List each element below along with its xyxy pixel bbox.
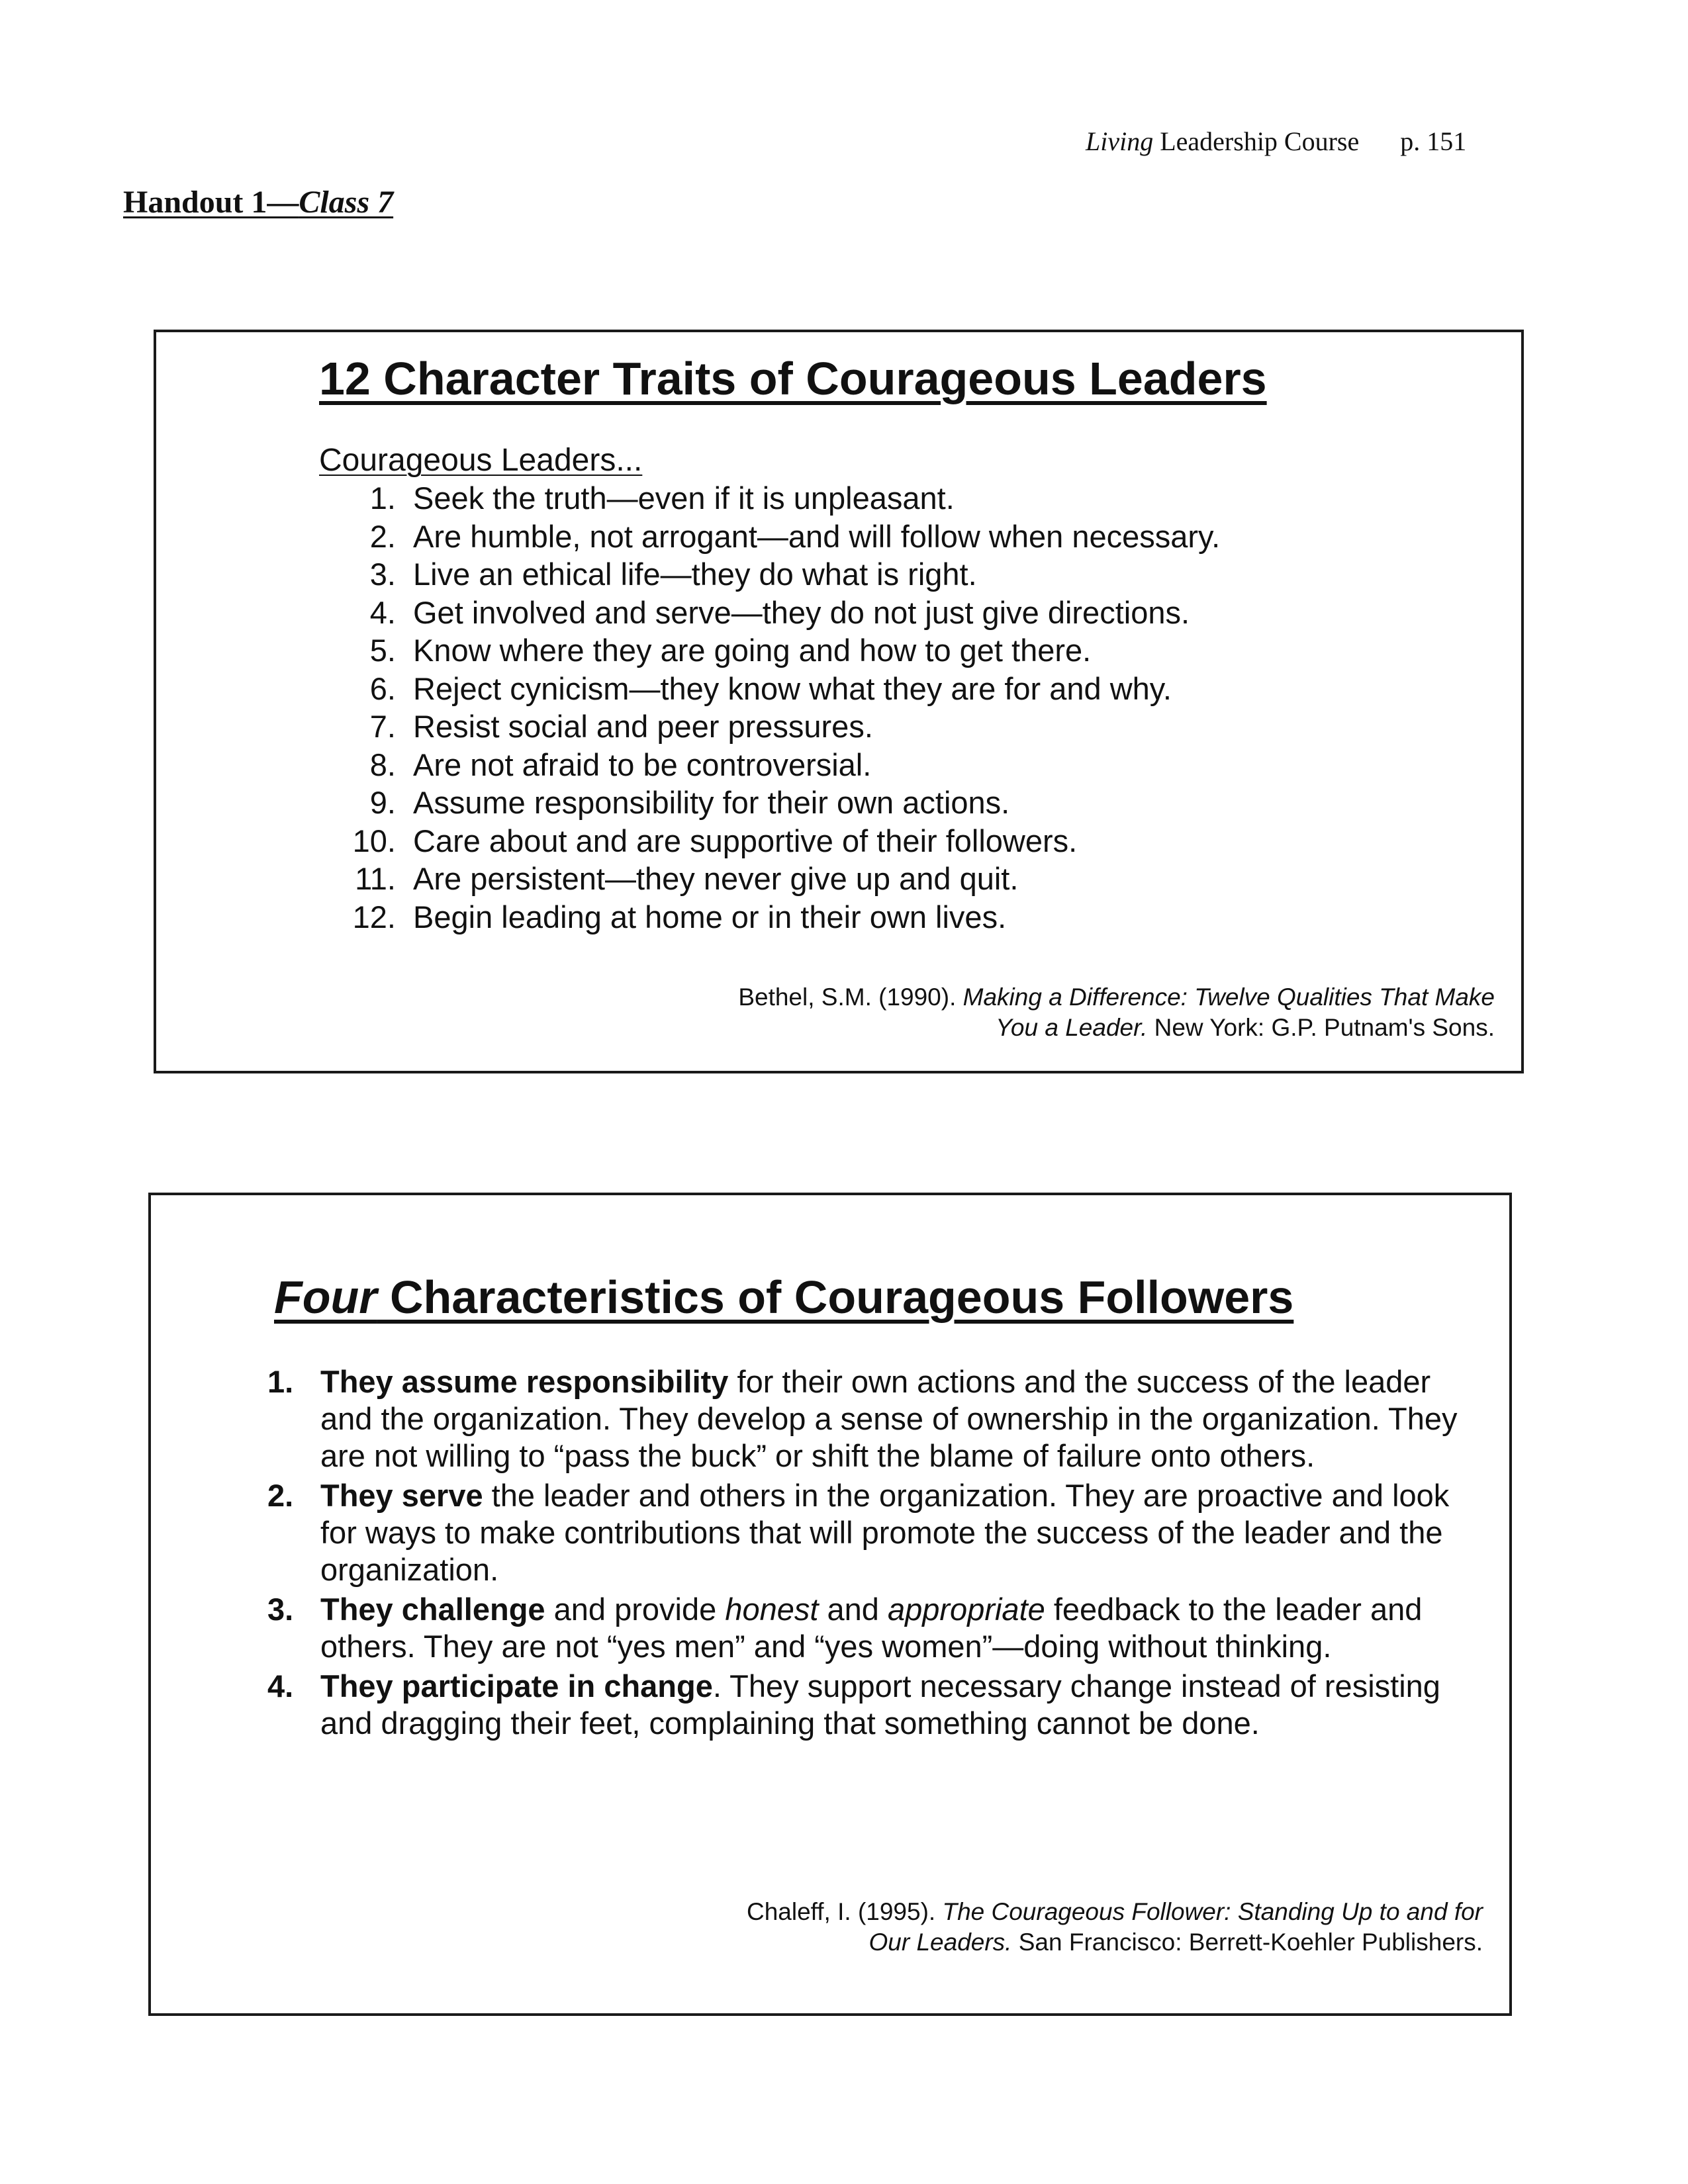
item-text: Live an ethical life—they do what is right. [413,557,977,592]
item-emphasis: honest [725,1592,819,1627]
followers-list [267,1363,1472,1745]
item-number: 5. [369,633,396,668]
item-number: 4. [267,1668,294,1704]
item-number: 3. [267,1592,294,1627]
list-item [267,1363,1472,1475]
item-text: Know where they are going and how to get there. [413,633,1092,668]
item-text: Are not afraid to be controversial. [413,747,872,782]
item-number: 10. [352,823,396,858]
followers-title [274,1271,1293,1324]
list-item [335,746,1220,784]
item-number: 12. [352,899,396,934]
item-lead: They serve [320,1478,483,1513]
item-number: 9. [369,785,396,820]
course-name: Leadership Course [1153,126,1360,156]
leaders-list [335,479,1220,936]
item-text: Resist social and peer pressures. [413,709,873,744]
item-number: 6. [369,670,396,706]
item-number: 8. [369,747,396,782]
item-number: 7. [369,709,396,744]
item-text: Seek the truth—even if it is unpleasant. [413,480,955,516]
leaders-box [154,330,1524,1073]
item-text: Are humble, not arrogant—and will follow when necessary. [413,518,1221,554]
item-text: Assume responsibility for their own actions. [413,785,1010,820]
list-item [267,1668,1472,1742]
list-item [335,518,1220,556]
item-text: the leader and others in the organization. They are proactive and look for ways to make contributions that will promote the success of the leader and the organization. [320,1478,1450,1587]
list-item [335,555,1220,594]
item-number: 2. [369,518,396,554]
leaders-citation [738,982,1495,1043]
list-item [335,822,1220,860]
item-lead: They challenge [320,1592,545,1627]
item-text: feedback to the leader and others. They are not “yes men” and “yes women”—doing without thinking. [320,1592,1423,1664]
item-text: and [818,1592,888,1627]
leaders-intro: Courageous Leaders... [319,443,643,478]
item-text: Begin leading at home or in their own lives. [413,899,1007,934]
item-text: for their own actions and the success of the leader and the organization. They develop a sense of ownership in the organization. They are not willing to “pass the buck” or shift the blame of failure onto others. [320,1364,1458,1473]
item-text: Reject cynicism—they know what they are for and why. [413,670,1172,706]
followers-box [148,1193,1512,2016]
item-lead: They assume responsibility [320,1364,729,1399]
citation-title: The Courageous Follower: Standing Up to and for [942,1898,1483,1925]
followers-title-rest: Characteristics of Courageous Followers [377,1271,1294,1323]
leaders-title: 12 Character Traits of Courageous Leaders [319,353,1267,404]
citation-publisher: New York: G.P. Putnam's Sons. [1147,1014,1495,1041]
item-number: 1. [267,1364,294,1399]
followers-citation [747,1897,1483,1958]
item-text: Get involved and serve—they do not just give directions. [413,594,1190,630]
list-item [267,1591,1472,1665]
item-number: 11. [355,861,396,896]
citation-title-cont: You a Leader. [996,1014,1148,1041]
citation-author: Bethel, S.M. (1990). [738,983,963,1011]
list-item [335,479,1220,518]
list-item [335,594,1220,632]
followers-title-italic: Four [274,1271,377,1323]
citation-author: Chaleff, I. (1995). [746,1898,943,1925]
page-number: p. 151 [1400,126,1467,156]
list-item [335,631,1220,670]
list-item [335,898,1220,936]
citation-publisher: San Francisco: Berrett-Koehler Publishers. [1011,1929,1483,1956]
handout-label [123,184,393,220]
citation-title: Making a Difference: Twelve Qualities That Make [962,983,1495,1011]
list-item [335,707,1220,746]
item-lead: They participate in change [320,1668,713,1704]
list-item [335,784,1220,822]
item-number: 1. [369,480,396,516]
item-text: Are persistent—they never give up and quit. [413,861,1019,896]
list-item [335,670,1220,708]
running-head [1086,126,1466,157]
item-text: Care about and are supportive of their followers. [413,823,1078,858]
item-number: 3. [369,557,396,592]
item-number: 2. [267,1478,294,1513]
item-text: and provide [545,1592,726,1627]
list-item [267,1477,1472,1588]
item-number: 4. [369,594,396,630]
item-emphasis: appropriate [887,1592,1045,1627]
handout-number: Handout 1— [123,185,299,220]
citation-title-cont: Our Leaders. [868,1929,1012,1956]
item-text: . They support necessary change instead of resisting and dragging their feet, complaining that something cannot be done. [320,1668,1440,1741]
handout-class: Class 7 [299,185,394,220]
list-item [335,860,1220,898]
course-name-italic: Living [1086,126,1154,156]
